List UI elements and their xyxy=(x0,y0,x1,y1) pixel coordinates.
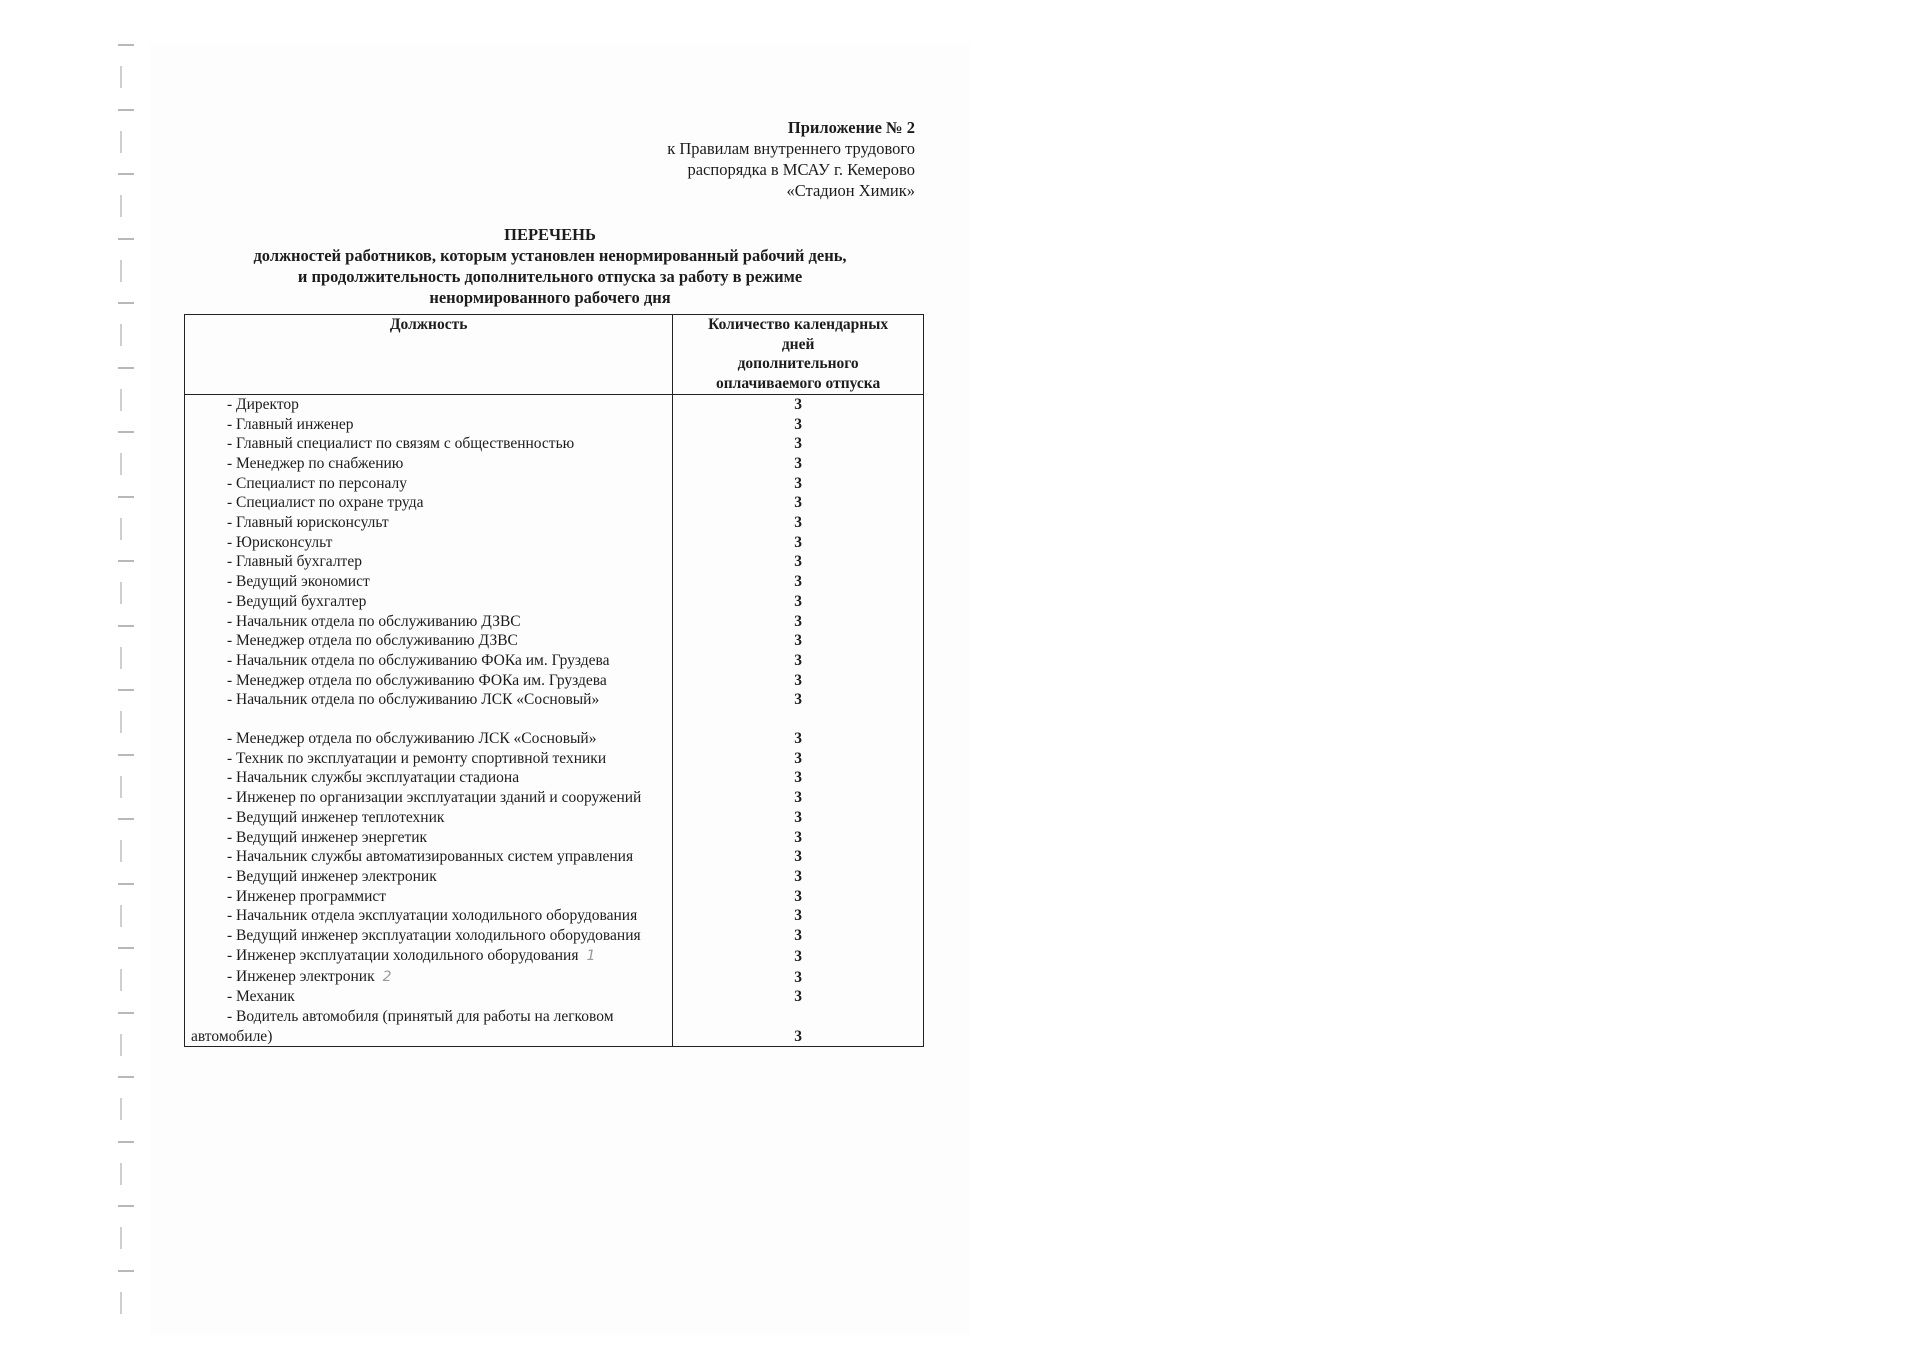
days-cell: 3 xyxy=(673,612,924,632)
days-cell: 3 xyxy=(673,808,924,828)
days-cell: 3 xyxy=(673,967,924,988)
position-cell xyxy=(185,828,673,848)
days-cell: 3 xyxy=(673,749,924,769)
days-cell: 3 xyxy=(673,394,924,414)
binder-slot xyxy=(120,389,122,411)
position-name: - Ведущий инженер энергетик xyxy=(227,828,428,846)
binder-slot xyxy=(120,582,122,604)
days-cell: 3 xyxy=(673,768,924,788)
days-cell: 3 xyxy=(673,434,924,454)
table-row xyxy=(185,592,924,612)
appendix-title: Приложение № 2 xyxy=(787,118,915,137)
days-cell: 3 xyxy=(673,651,924,671)
position-cell xyxy=(185,513,673,533)
position-cell xyxy=(185,946,673,967)
position-cell xyxy=(185,768,673,788)
table-row xyxy=(185,690,924,710)
days-cell: 3 xyxy=(673,729,924,749)
table-row xyxy=(185,808,924,828)
table-row xyxy=(185,967,924,988)
table-row xyxy=(185,493,924,513)
table-row xyxy=(185,552,924,572)
position-cell xyxy=(185,474,673,494)
binder-slot xyxy=(120,453,122,475)
position-cell xyxy=(185,847,673,867)
binder-mark xyxy=(118,1012,134,1014)
binder-mark xyxy=(118,1141,134,1143)
table-row xyxy=(185,1007,924,1047)
binder-slot xyxy=(120,647,122,669)
heading-line: и продолжительность дополнительного отпуска за работу в режиме xyxy=(297,267,803,286)
position-name: - Менеджер отдела по обслуживанию ДЗВС xyxy=(227,632,518,650)
table-row xyxy=(185,788,924,808)
table-row xyxy=(185,513,924,533)
table-row xyxy=(185,768,924,788)
appendix-line: к Правилам внутреннего трудового xyxy=(667,139,915,158)
position-cell xyxy=(185,394,673,414)
binder-mark xyxy=(118,1270,134,1272)
positions-table xyxy=(184,314,924,1047)
position-name: - Ведущий инженер теплотехник xyxy=(227,808,445,826)
binder-slot xyxy=(120,1227,122,1249)
handwritten-mark: 1 xyxy=(586,947,596,964)
table-row xyxy=(185,454,924,474)
appendix-line: распорядка в МСАУ г. Кемерово xyxy=(687,160,915,179)
binder-mark xyxy=(118,689,134,691)
position-name: - Начальник отдела эксплуатации холодильного оборудования xyxy=(227,907,638,925)
days-cell: 3 xyxy=(673,828,924,848)
table-row xyxy=(185,415,924,435)
table-row xyxy=(185,926,924,946)
binder-mark xyxy=(118,883,134,885)
days-cell: 3 xyxy=(673,1007,924,1047)
position-cell xyxy=(185,867,673,887)
binder-holes xyxy=(112,30,142,1340)
table-row xyxy=(185,987,924,1007)
binder-slot xyxy=(120,1163,122,1185)
appendix-line: «Стадион Химик» xyxy=(786,181,915,200)
table-header-row xyxy=(185,315,924,395)
binder-slot xyxy=(120,131,122,153)
days-cell: 3 xyxy=(673,987,924,1007)
binder-mark xyxy=(118,109,134,111)
position-cell xyxy=(185,671,673,691)
days-cell: 3 xyxy=(673,493,924,513)
document-heading xyxy=(180,224,920,308)
heading-line: должностей работников, которым установлен ненормированный рабочий день, xyxy=(253,246,847,265)
position-cell xyxy=(185,987,673,1007)
position-name: - Начальник отдела по обслуживанию ДЗВС xyxy=(227,612,521,630)
binder-slot xyxy=(120,1034,122,1056)
table-row xyxy=(185,828,924,848)
days-cell: 3 xyxy=(673,513,924,533)
position-name: - Менеджер отдела по обслуживанию ЛСК «Сосновый» xyxy=(227,730,597,748)
days-cell: 3 xyxy=(673,552,924,572)
days-cell: 3 xyxy=(673,572,924,592)
binder-mark xyxy=(118,560,134,562)
position-cell xyxy=(185,926,673,946)
position-name: - Специалист по персоналу xyxy=(227,474,407,492)
position-cell xyxy=(185,592,673,612)
days-cell: 3 xyxy=(673,533,924,553)
binder-slot xyxy=(120,518,122,540)
position-cell xyxy=(185,612,673,632)
binder-mark xyxy=(118,367,134,369)
position-name: - Инженер эксплуатации холодильного оборудования xyxy=(227,946,579,964)
binder-slot xyxy=(120,840,122,862)
document-title: ПЕРЕЧЕНЬ xyxy=(504,225,596,244)
binder-slot xyxy=(120,1098,122,1120)
position-name: - Механик xyxy=(227,988,295,1006)
position-name: - Ведущий инженер электроник xyxy=(227,867,437,885)
position-name: - Главный специалист по связям с общественностью xyxy=(227,435,575,453)
days-cell: 3 xyxy=(673,906,924,926)
position-name: - Инженер электроник xyxy=(227,967,375,985)
position-name: - Менеджер отдела по обслуживанию ФОКа им. Груздева xyxy=(227,671,607,689)
binder-mark xyxy=(118,1076,134,1078)
table-row xyxy=(185,749,924,769)
position-cell xyxy=(185,631,673,651)
table-row xyxy=(185,651,924,671)
table-row xyxy=(185,631,924,651)
binder-slot xyxy=(120,1292,122,1314)
table-row xyxy=(185,612,924,632)
position-cell xyxy=(185,651,673,671)
position-cell xyxy=(185,906,673,926)
position-name: - Инженер по организации эксплуатации зданий и сооружений xyxy=(227,789,642,807)
binder-mark xyxy=(118,1205,134,1207)
binder-mark xyxy=(118,818,134,820)
table-row xyxy=(185,671,924,691)
position-cell xyxy=(185,788,673,808)
table-row xyxy=(185,533,924,553)
header-line: дополнительного xyxy=(737,355,859,373)
days-cell: 3 xyxy=(673,788,924,808)
position-name: - Юрисконсульт xyxy=(227,533,333,551)
table-row xyxy=(185,887,924,907)
days-cell: 3 xyxy=(673,690,924,710)
position-name: - Специалист по охране труда xyxy=(227,494,424,512)
table-row xyxy=(185,867,924,887)
header-line: оплачиваемого отпуска xyxy=(716,375,881,393)
position-name: - Главный инженер xyxy=(227,415,354,433)
position-cell xyxy=(185,572,673,592)
header-line: Количество календарных xyxy=(708,316,889,333)
binder-slot xyxy=(120,776,122,798)
header-line: дней xyxy=(781,335,815,353)
position-name: - Ведущий инженер эксплуатации холодильного оборудования xyxy=(227,927,641,945)
binder-mark xyxy=(118,625,134,627)
binder-slot xyxy=(120,260,122,282)
binder-slot xyxy=(120,969,122,991)
heading-line: ненормированного рабочего дня xyxy=(429,288,671,307)
binder-mark xyxy=(118,238,134,240)
days-cell: 3 xyxy=(673,631,924,651)
position-cell xyxy=(185,887,673,907)
position-name: - Менеджер по снабжению xyxy=(227,454,404,472)
days-cell: 3 xyxy=(673,847,924,867)
binder-slot xyxy=(120,195,122,217)
position-cell xyxy=(185,434,673,454)
column-header-position: Должность xyxy=(185,315,673,395)
position-name: - Инженер программист xyxy=(227,887,387,905)
position-cell xyxy=(185,729,673,749)
binder-slot xyxy=(120,324,122,346)
days-cell: 3 xyxy=(673,454,924,474)
position-cell xyxy=(185,552,673,572)
position-cell xyxy=(185,690,673,710)
binder-mark xyxy=(118,947,134,949)
table-row xyxy=(185,847,924,867)
position-cell xyxy=(185,533,673,553)
handwritten-mark: 2 xyxy=(382,968,392,985)
position-name: - Начальник отдела по обслуживанию ЛСК «Сосновый» xyxy=(227,691,600,709)
binder-slot xyxy=(120,711,122,733)
days-cell: 3 xyxy=(673,415,924,435)
table-row xyxy=(185,946,924,967)
days-cell: 3 xyxy=(673,474,924,494)
days-cell: 3 xyxy=(673,671,924,691)
binder-mark xyxy=(118,496,134,498)
position-name: - Водитель автомобиля (принятый для работы на легковом автомобиле) xyxy=(191,1007,614,1045)
position-cell xyxy=(185,749,673,769)
days-cell: 3 xyxy=(673,926,924,946)
table-row xyxy=(185,906,924,926)
position-name: - Техник по эксплуатации и ремонту спортивной техники xyxy=(227,749,607,767)
position-cell xyxy=(185,710,673,729)
position-cell xyxy=(185,415,673,435)
days-cell: 3 xyxy=(673,946,924,967)
table-row xyxy=(185,710,924,729)
binder-slot xyxy=(120,905,122,927)
days-cell: 3 xyxy=(673,592,924,612)
position-name: - Начальник службы эксплуатации стадиона xyxy=(227,769,520,787)
position-cell xyxy=(185,493,673,513)
position-cell xyxy=(185,808,673,828)
days-cell xyxy=(673,710,924,729)
position-cell xyxy=(185,967,673,988)
position-name: - Главный юрисконсульт xyxy=(227,514,389,532)
position-name: - Главный бухгалтер xyxy=(227,553,362,571)
binder-mark xyxy=(118,431,134,433)
binder-mark xyxy=(118,44,134,46)
table-row xyxy=(185,729,924,749)
table-row xyxy=(185,434,924,454)
days-cell: 3 xyxy=(673,887,924,907)
position-name: - Начальник службы автоматизированных систем управления xyxy=(227,848,634,866)
binder-slot xyxy=(120,66,122,88)
position-name: - Директор xyxy=(227,395,299,413)
table-row xyxy=(185,394,924,414)
days-cell: 3 xyxy=(673,867,924,887)
position-name: - Ведущий бухгалтер xyxy=(227,592,367,610)
table-row xyxy=(185,572,924,592)
column-header-days xyxy=(673,315,924,395)
binder-mark xyxy=(118,754,134,756)
position-name: - Начальник отдела по обслуживанию ФОКа им. Груздева xyxy=(227,651,610,669)
position-name: - Ведущий экономист xyxy=(227,573,370,591)
binder-mark xyxy=(118,173,134,175)
binder-mark xyxy=(118,302,134,304)
table-row xyxy=(185,474,924,494)
table-body xyxy=(185,394,924,1047)
position-cell xyxy=(185,454,673,474)
appendix-header xyxy=(667,117,915,201)
position-cell xyxy=(185,1007,673,1047)
